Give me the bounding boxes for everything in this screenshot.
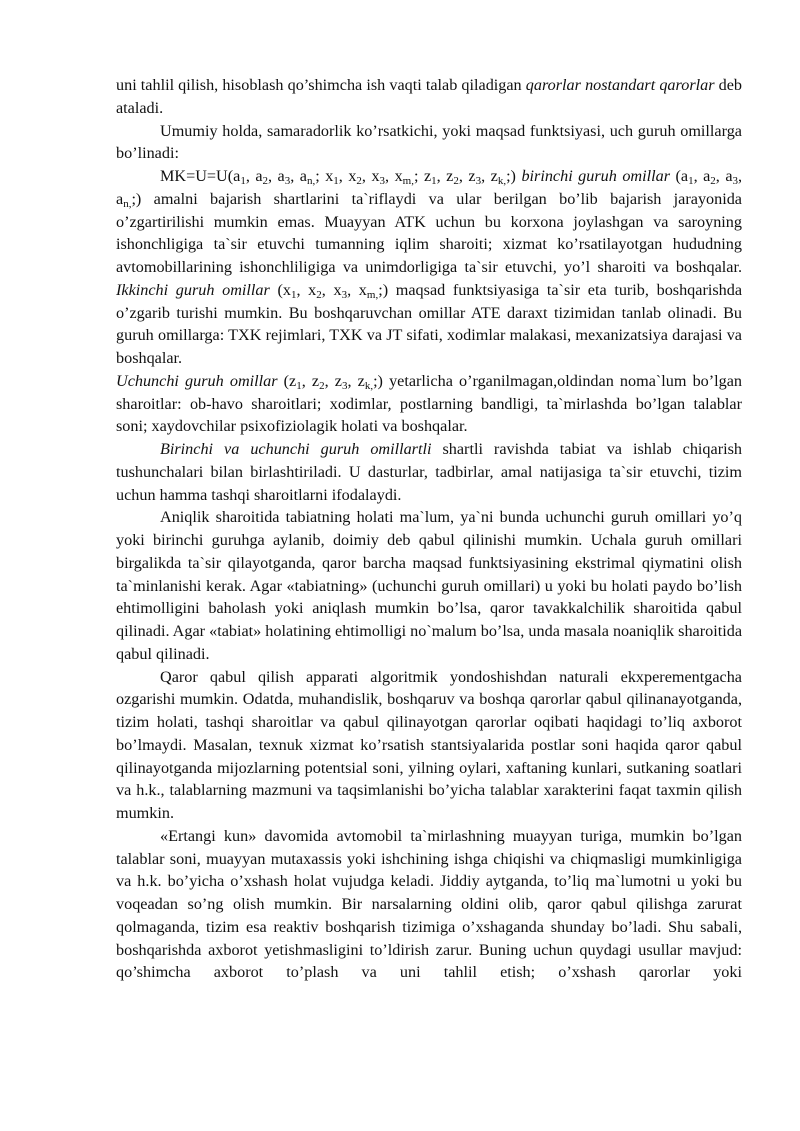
paragraph-5: Birinchi va uchunchi guruh omillartli shartli ravishda tabiat va ishlab chiqarish tushunchalari bilan birlashtiriladi. U dasturlar, tadbirlar, amal natijasiga ta`sir etuvchi, tizim uchun hamma tashqi sharoitlarni ifodalaydi. — [116, 440, 742, 504]
paragraph-4: Uchunchi guruh omillar ($z_1$, $z_2$, $z_3$, $z_{k,}$;) yetarlicha o’rganilmagan,oldindan noma`lum bo’lgan sharoitlar: ob-havo sharoitlari; xodimlar, postlarning bandligi, ta`mirlashda bo’lgan talablar soni; xaydovchilar psixofiziolagik holati va boshqalar. — [116, 371, 743, 436]
term-second-group-factors: Ikkinchi guruh omillar — [116, 280, 270, 299]
paragraph-6: Aniqlik sharoitida tabiatning holati ma`lum, ya`ni bunda uchunchi guruh omillari yo’q yoki birinchi guruhga aylanib, doimiy deb qabul qilinishi mumkin. Uchala guruh omillari birgalikda ta`sir qilayotganda, qaror barcha maqsad funktsiyasining ekstrimal qiymatini olish ta`minlanishi kerak. Agar «tabiatning» (uchunchi guruh omillari) u yoki bu holati paydo bo’lish ehtimolligini baholash yoki aniqlash mumkin bo’lsa, qaror tavakkalchilik sharoitida qabul qilinadi. Agar «tabiat» holatining ehtimolligi no`malum bo’lsa, unda masala noaniqlik sharoitida qabul qilinadi. — [116, 508, 742, 663]
paragraph-3-formula: $MK=U=U(a_1$, $a_2$, $a_3$, $a_{n,}$; $x_1$, $x_2$, $x_3$, $x_{m,}$; $z_1$, $z_2$, $z_3$, $z_{k,}$;) birinchi guruh omillar ($a_1$, $a_2$, $a_3$, $a_{n,}$;) amalni bajarish shartlarini ta`riflaydi va ular berilgan bo’lib bajarish jarayonida o’zgartirilishi mumkin emas. Muayyan ATK uchun bu korxona joylashgan va saroyning ishonchligiga ta`sir etuvchi tumanning iqlim sharoiti; xizmat ko’rsatilayotgan hududning avtomobillarining ishonchliligiga va unimdorligiga ta`sir etuvchi, yo’l sharoiti va boshqalar. Ikkinchi guruh omillar ($x_1$, $x_2$, $x_3$, $x_{m,}$;) maqsad funktsiyasiga ta`sir eta turib, boshqarishda o’zgarib turishi mumkin. Bu boshqaruvchan omillar ATE daraxt tizimidan tanlab olinadi. Bu guruh omillarga: TXK rejimlari, TXK va JT sifati, xodimlar malakasi, mexanizatsiya darajasi va boshqalar. — [116, 167, 743, 367]
document-page — [116, 74, 742, 984]
paragraph-1: uni tahlil qilish, hisoblash qo’shimcha ish vaqti talab qiladigan qarorlar nostandart qarorlar deb ataladi. — [116, 76, 743, 117]
paragraph-8: «Ertangi kun» davomida avtomobil ta`mirlashning muayyan turiga, mumkin bo’lgan talablar soni, muayyan mutaxassis yoki ishchining ishga chiqishi va chiqmasligi mumkinligiga va h.k. bo’yicha o’xshash holat vujudga keladi. Jiddiy aytganda, to’liq ma`lumotni u yoki bu voqeadan so’ng olish mumkin. Bir narsalarning oldini olib, qaror qabul qilishga zarurat qolmaganda, tizim esa reaktiv boshqarish tizimiga o’xshaganda shunday bo’ladi. Shu sabali, boshqarishda axborot yetishmasligini to’ldirish zarur. Buning uchun quydagi usullar mavjud: qo’shimcha axborot to’plash va uni tahlil etish; o’xshash qarorlar yoki — [116, 826, 742, 982]
term-third-group-factors: Uchunchi guruh omillar — [116, 371, 278, 390]
term-nonstandard-decisions: qarorlar nostandart qarorlar — [525, 76, 715, 94]
paragraph-7: Qaror qabul qilish apparati algoritmik yondoshishdan naturali ekxperementgacha ozgarishi mumkin. Odatda, muhandislik, boshqaruv va boshqa qarorlar qabul qilinanayotganda, tizim holati, tashqi sharoitlar va qabul qilinayotgan qarorlar oqibati haqidagi to’liq axborot bo’lmaydi. Masalan, texnuk xizmat ko’rsatish stantsiyalarida postlar soni haqida qaror qabul qilinayotganda mijozlarning potentsial soni, yilning oylari, xaftaning kunlari, sutkaning soatlari va h.k., talablarning mazmuni va taqsimlanishi bo’yicha talablar xarakterini faqat taxmin qilish mumkin. — [116, 667, 742, 822]
paragraph-2: Umumiy holda, samaradorlik ko’rsatkichi, yoki maqsad funktsiyasi, uch guruh omillarga bo’linadi: — [116, 121, 742, 163]
term-first-third-group: Birinchi va uchunchi guruh omillartli — [160, 440, 432, 458]
term-first-group-factors: birinchi guruh omillar — [521, 167, 671, 185]
